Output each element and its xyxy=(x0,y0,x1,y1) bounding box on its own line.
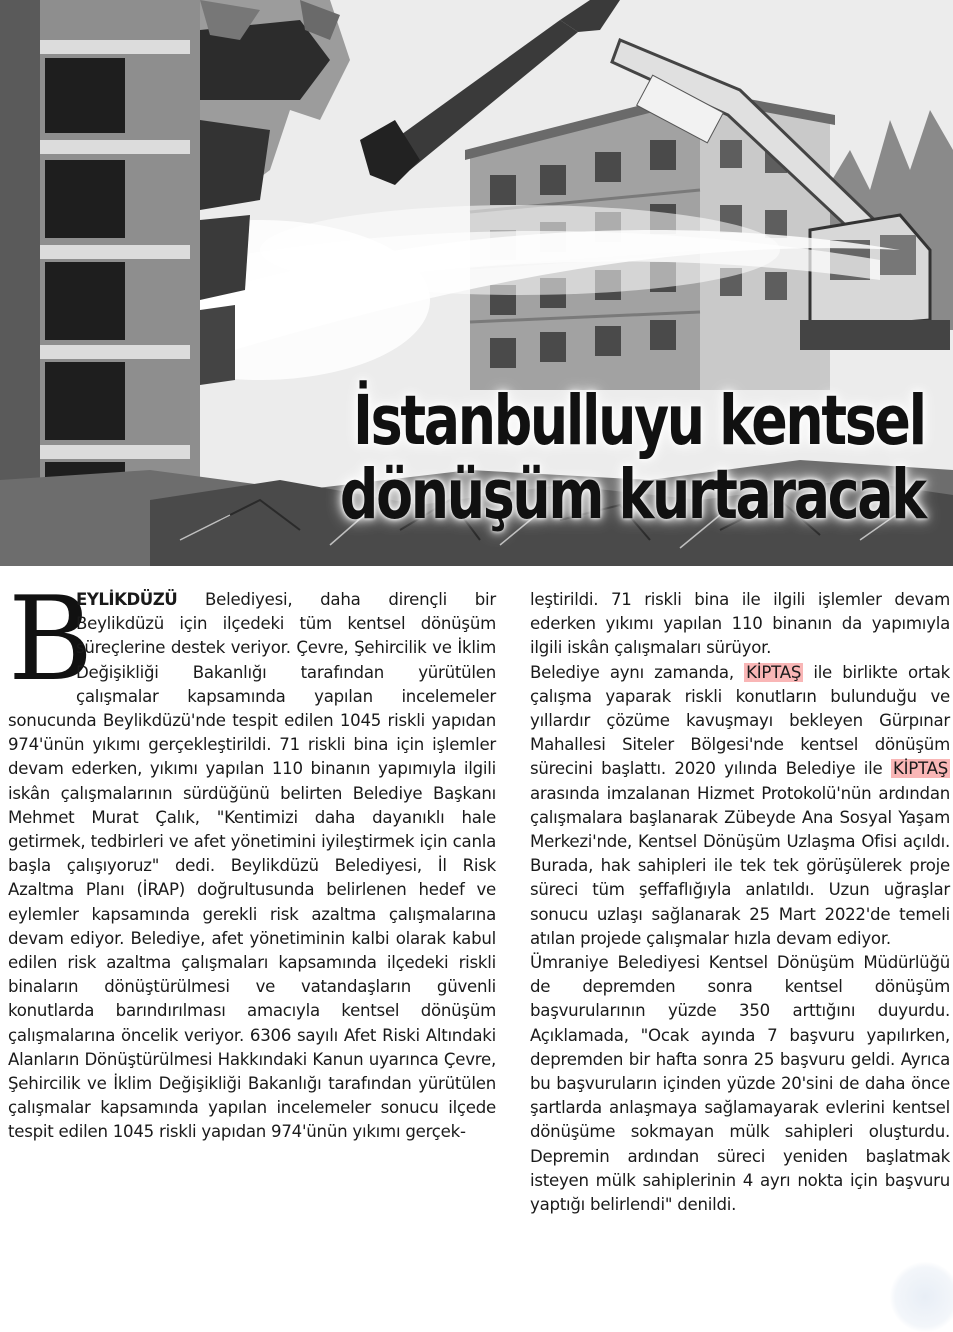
paragraph-3-text-a: Belediye aynı zamanda, xyxy=(530,662,745,682)
headline xyxy=(340,381,925,535)
headline-line-2: dönüşüm kurtaracak xyxy=(340,455,925,535)
paragraph-3 xyxy=(530,661,950,951)
article-column-left xyxy=(8,572,496,1318)
paragraph-1 xyxy=(8,572,496,1145)
lead-word: EYLİKDÜZÜ xyxy=(76,590,178,609)
article-column-right xyxy=(530,588,950,1318)
headline-line-1: İstanbulluyu kentsel xyxy=(353,381,925,461)
article-body-left xyxy=(8,572,496,1145)
paragraph-2: leştirildi. 71 riskli bina ile ilgili işlemler devam ederken yıkımı yapılan 110 binanın da yapımıyla ilgili iskân çalışmaları sürüyor. xyxy=(530,590,950,658)
highlight-kiptas-1: KİPTAŞ xyxy=(746,662,802,682)
paragraph-1-text: Belediyesi, daha dirençli bir Beylikdüzü için ilçedeki tüm kentsel dönüşüm süreçlerine destek veriyor. Çevre, Şehircilik ve İklim Değişikliği Bakanlığı tarafından yürütülen çalışmalar kapsamında yapılan incelemeler sonucunda Beylikdüzü'nde tespit edilen 1045 riskli yapıdan 974'ünün yıkımı gerçekleştirildi. 71 riskli bina için işlemler devam ederken, yıkımı yapılan 110 binanın yapımıyla ilgili iskân çalışmalarının sürdüğünü belirten Belediye Başkanı Mehmet Murat Çalık, "Kentimizi daha dayanıklı hale getirmek, tedbirleri ve afet yönetimini iyileştirmek için canla başla çalışıyoruz" dedi. Beylikdüzü Belediyesi, İl Risk Azaltma Planı (İRAP) doğrultusunda belirlenen hedef ve eylemler kapsamında gerekli risk azaltma çalışmalarına devam ediyor. Belediye, afet yönetiminin kalbi olarak kabul edilen risk azaltma çalışmaları kapsamında ilçedeki riskli binaların dönüştürülmesi ve vatandaşların güvenli konutlarda barındırılması amacıyla kentsel dönüşüm çalışmalarına öncelik veriyor. 6306 sayılı Afet Riski Altındaki Alanların Dönüştürülmesi Hakkındaki Kanun uyarınca Çevre, Şehircilik ve İklim Değişikliği Bakanlığı tarafından yürütülen çalışmalar kapsamında yapılan incelemeler sonucu ilçede tespit edilen 1045 riskli yapıdan 974'ünün yıkımı gerçek- xyxy=(8,590,496,1142)
paragraph-3-text-b: ile birlikte ortak çalışma yaparak riskli konutların bulunduğu ve yıllardır çözüme kavuşmayı bekleyen Gürpınar Mahallesi Siteler Bölgesi'nde kentsel dönüşüm sürecini başlattı. 2020 yılında Belediye ile xyxy=(530,662,950,779)
paragraph-4: Ümraniye Belediyesi Kentsel Dönüşüm Müdürlüğü de depremden sonra kentsel dönüşüm başvurularının yüzde 350 arttığını duyurdu. Açıklamada, "Ocak ayında 7 başvuru yapılırken, depremden bir hafta sonra 25 başvuru geldi. Ayrıca bu başvuruların içinden yüzde 20'sini de daha önce şartlarda anlaşmaya sağlamayarak evlerini kentsel dönüşüme sokmayan mülk sahipleri oluşturdu. Depremin ardından süreci yeniden başlatmak isteyen mülk sahiplerinin 4 ayrı nokta için başvuru yaptığı belirlendi" denildi. xyxy=(530,953,950,1215)
demolition-photo xyxy=(0,0,953,566)
paragraph-3-text-c: arasında imzalanan Hizmet Protokolü'nün ardından çalışmalara başlanarak Zübeyde Ana Sosyal Yaşam Merkezi'nde, Kentsel Dönüşüm Uzlaşma Ofisi açıldı. Burada, hak sahipleri ile tek tek görüşülerek proje süreci tüm şeffaflığıyla anlatıldı. Uzun uğraşlar sonucu uzlaşı sağlanarak 25 Mart 2022'de temeli atılan projede çalışmalar hızla devam ediyor. xyxy=(530,783,950,948)
highlight-kiptas-2: KİPTAŞ xyxy=(892,759,948,779)
article-body-right xyxy=(530,588,950,1217)
drop-cap: B xyxy=(8,572,93,707)
